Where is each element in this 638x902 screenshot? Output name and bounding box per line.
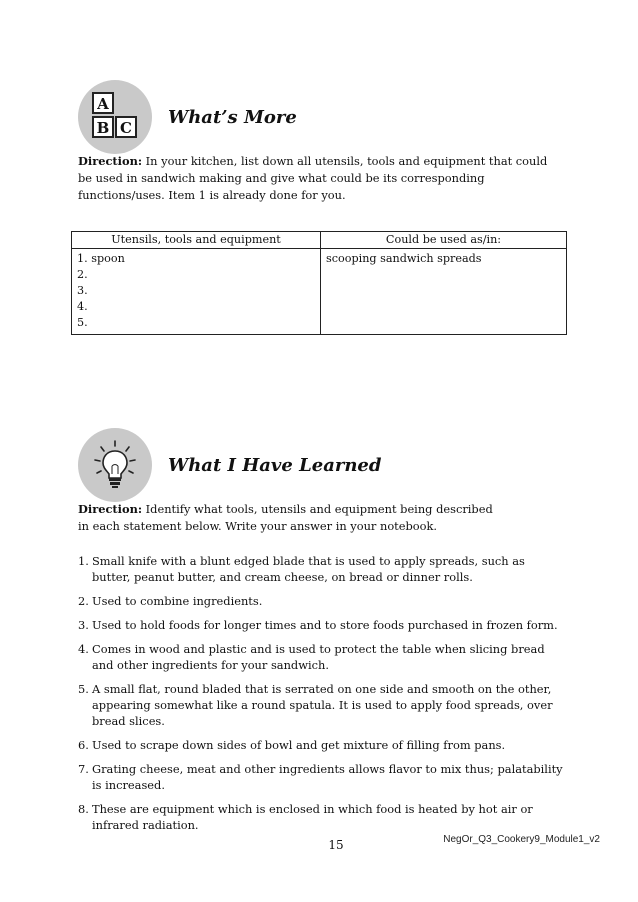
svg-text:C: C [120,119,132,137]
what-i-learned-title: What I Have Learned [168,454,382,476]
list-item: 4. [77,300,88,313]
item-text: appearing somewhat like a round spatula. It is used to apply food spreads, over [92,698,553,712]
list-item: 3. [77,284,88,297]
direction-label: Direction: [78,154,143,168]
column-header: Could be used as/in: [321,232,567,249]
item-text: Used to scrape down sides of bowl and get mixture of filling from pans. [92,738,506,752]
list-item: 2. [77,268,88,281]
item-number: 3. [78,618,89,632]
list-item [78,761,568,793]
direction-text: be used in sandwich making and give what could be its corresponding [78,171,485,185]
uses-cell[interactable] [321,249,567,335]
list-item: 5. [77,316,88,329]
svg-text:A: A [97,95,109,113]
item-text: Small knife with a blunt edged blade that is used to apply spreads, such as [92,554,525,568]
items-cell[interactable] [72,249,321,335]
what-i-learned-header [78,428,381,502]
item-text: Used to hold foods for longer times and to store foods purchased in frozen form. [92,618,558,632]
module-code: NegOr_Q3_Cookery9_Module1_v2 [443,834,600,845]
list-item [78,617,568,633]
whats-more-direction [78,153,547,204]
item-number: 1. [78,554,89,568]
item-text: infrared radiation. [92,818,199,832]
abc-blocks-icon [78,80,152,154]
item-number: 2. [78,594,89,608]
page-number: 15 [328,838,344,852]
column-header: Utensils, tools and equipment [72,232,321,249]
svg-text:B: B [96,119,110,137]
item-text: Grating cheese, meat and other ingredients allows flavor to mix thus; palatability [92,762,563,776]
direction-text: functions/uses. Item 1 is already done for you. [78,188,346,202]
list-item: 1. spoon [77,252,125,265]
item-text: These are equipment which is enclosed in which food is heated by hot air or [92,802,533,816]
lightbulb-icon [78,428,152,502]
item-number: 7. [78,762,89,776]
statements-list [78,553,568,841]
table-row [72,249,567,335]
list-item [78,553,568,585]
item-text: and other ingredients for your sandwich. [92,658,329,672]
list-item [78,641,568,673]
what-i-learned-direction [78,501,493,535]
direction-text: in each statement below. Write your answer in your notebook. [78,519,438,533]
direction-text: Identify what tools, utensils and equipment being described [142,502,493,516]
item-text: butter, peanut butter, and cream cheese, on bread or dinner rolls. [92,570,473,584]
utensils-table [71,231,567,335]
list-item [78,801,568,833]
list-item: scooping sandwich spreads [326,252,482,265]
item-text: is increased. [92,778,165,792]
item-text: Comes in wood and plastic and is used to protect the table when slicing bread [92,642,545,656]
item-number: 4. [78,642,89,656]
table-header-row [72,232,567,249]
direction-text: In your kitchen, list down all utensils, tools and equipment that could [142,154,548,168]
item-number: 5. [78,682,89,696]
item-text: bread slices. [92,714,165,728]
item-number: 8. [78,802,89,816]
item-text: A small flat, round bladed that is serrated on one side and smooth on the other, [92,682,552,696]
direction-label: Direction: [78,502,143,516]
list-item [78,681,568,729]
item-text: Used to combine ingredients. [92,594,263,608]
whats-more-title: What’s More [168,106,297,128]
item-number: 6. [78,738,89,752]
whats-more-header [78,80,297,154]
list-item [78,737,568,753]
list-item [78,593,568,609]
